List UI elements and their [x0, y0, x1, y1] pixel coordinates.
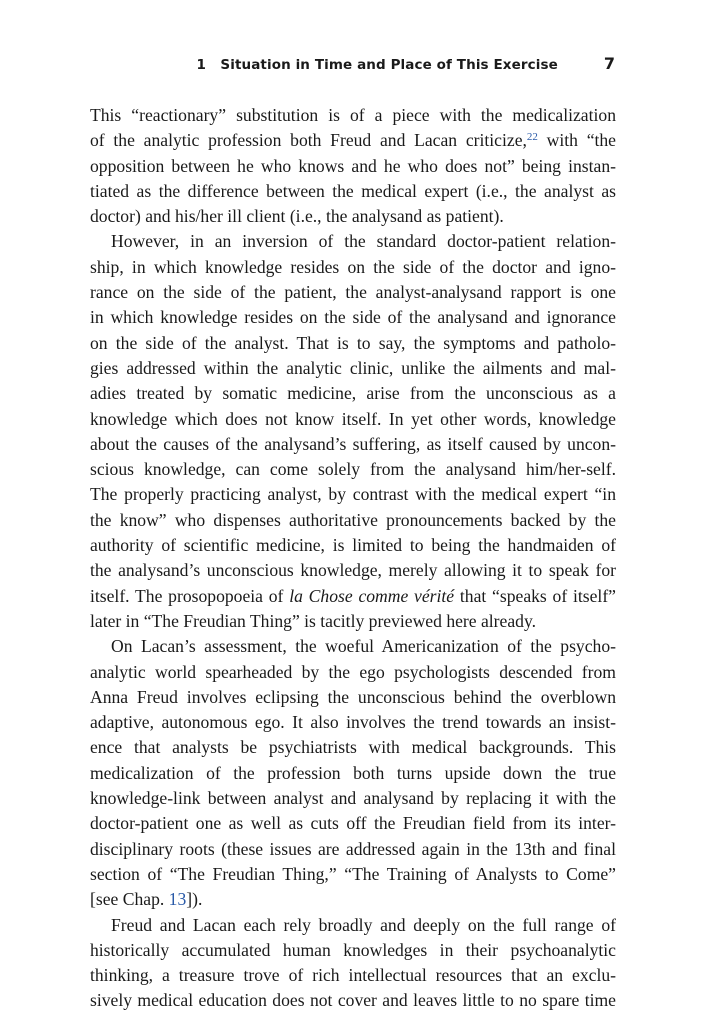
text-line	[90, 381, 616, 406]
text-line	[90, 508, 616, 533]
italic-phrase: la Chose comme vérité	[289, 585, 455, 606]
text-run: later in “The Freudian Thing” is tacitly previewed here already.	[90, 610, 537, 631]
text-run: on the side of the analyst. That is to say, the symptoms and patholo-	[90, 332, 616, 353]
text-run: historically accumulated human knowledges in their psychoanalytic	[90, 939, 616, 960]
text-run: Freud and Lacan each rely broadly and deeply on the full range of	[111, 914, 616, 935]
text-line	[90, 457, 616, 482]
text-line	[90, 204, 616, 229]
body-text	[90, 103, 616, 1014]
text-run: doctor) and his/her ill client (i.e., the analysand as patient).	[90, 206, 504, 227]
text-run: the know” who dispenses authoritative pronouncements backed by the	[90, 509, 616, 530]
text-line	[90, 407, 616, 432]
text-line	[90, 432, 616, 457]
running-head	[90, 54, 615, 74]
text-run: with “the	[537, 130, 616, 151]
running-head-chapter-title: 1 Situation in Time and Place of This Exercise	[196, 57, 558, 73]
text-run: of the analytic profession both Freud and Lacan criticize,	[90, 130, 527, 151]
text-line	[90, 887, 616, 912]
paragraph	[90, 103, 616, 229]
paragraph	[90, 913, 616, 1014]
text-run: medicalization of the profession both turns upside down the true	[90, 762, 616, 783]
text-line	[90, 558, 616, 583]
text-run: itself. The prosopopoeia of	[90, 585, 290, 606]
text-run: However, in an inversion of the standard doctor-patient relation-	[111, 231, 616, 252]
text-line	[90, 533, 616, 558]
text-line	[90, 356, 616, 381]
text-line	[90, 786, 616, 811]
text-run: [see Chap.	[90, 889, 169, 910]
text-run: On Lacan’s assessment, the woeful Americanization of the psycho-	[111, 636, 616, 657]
text-line	[90, 609, 616, 634]
text-line	[90, 179, 616, 204]
text-run: Anna Freud involves eclipsing the unconscious behind the overblown	[90, 686, 616, 707]
text-run: about the causes of the analysand’s suffering, as itself caused by uncon-	[90, 433, 616, 454]
text-line	[90, 229, 616, 254]
text-line	[90, 963, 616, 988]
text-line	[90, 103, 616, 128]
text-line	[90, 811, 616, 836]
text-run: knowledge which does not know itself. In yet other words, knowledge	[90, 408, 616, 429]
text-line	[90, 710, 616, 735]
footnote-reference[interactable]: 22	[526, 131, 538, 144]
text-line	[90, 735, 616, 760]
text-run: tiated as the difference between the medical expert (i.e., the analyst as	[90, 180, 616, 201]
text-run: knowledge-link between analyst and analysand by replacing it with the	[90, 788, 616, 809]
text-run: doctor-patient one as well as cuts off the Freudian field from its inter-	[90, 813, 616, 834]
text-line	[90, 128, 616, 153]
text-line	[90, 685, 616, 710]
page-number: 7	[603, 54, 615, 73]
text-line	[90, 482, 616, 507]
text-run: adaptive, autonomous ego. It also involves the trend towards an insist-	[90, 712, 616, 733]
text-run: opposition between he who knows and he who does not” being instan-	[90, 155, 616, 176]
text-run: disciplinary roots (these issues are addressed again in the 13th and final	[90, 838, 616, 859]
text-run: adies treated by somatic medicine, arise from the unconscious as a	[90, 383, 616, 404]
text-run: that “speaks of itself”	[454, 585, 616, 606]
text-run: in which knowledge resides on the side of the analysand and ignorance	[90, 307, 616, 328]
text-run: The properly practicing analyst, by contrast with the medical expert “in	[90, 484, 616, 505]
text-line	[90, 862, 616, 887]
text-line	[90, 761, 616, 786]
text-run: rance on the side of the patient, the analyst-analysand rapport is one	[90, 282, 616, 303]
chapter-cross-reference-link[interactable]: 13	[168, 889, 187, 910]
text-line	[90, 634, 616, 659]
text-line	[90, 255, 616, 280]
text-line	[90, 154, 616, 179]
text-run: ship, in which knowledge resides on the side of the doctor and igno-	[90, 256, 616, 277]
text-line	[90, 837, 616, 862]
text-run: analytic world spearheaded by the ego psychologists descended from	[90, 661, 616, 682]
text-run: authority of scientific medicine, is limited to being the handmaiden of	[90, 535, 616, 556]
text-line	[90, 584, 616, 609]
text-line	[90, 280, 616, 305]
paragraph	[90, 229, 616, 634]
text-run: sively medical education does not cover and leaves little to no spare time	[90, 990, 616, 1011]
text-line	[90, 988, 616, 1013]
text-line	[90, 305, 616, 330]
text-run: scious knowledge, can come solely from the analysand him/her-self.	[90, 459, 616, 480]
text-line	[90, 938, 616, 963]
text-run: This “reactionary” substitution is of a piece with the medicalization	[90, 105, 616, 125]
text-line	[90, 331, 616, 356]
text-run: the analysand’s unconscious knowledge, merely allowing it to speak for	[90, 560, 616, 581]
text-run: section of “The Freudian Thing,” “The Training of Analysts to Come”	[90, 863, 616, 884]
text-line	[90, 660, 616, 685]
text-line	[90, 913, 616, 938]
text-run: thinking, a treasure trove of rich intellectual resources that an exclu-	[90, 965, 616, 986]
text-run: ence that analysts be psychiatrists with medical backgrounds. This	[90, 737, 616, 758]
text-run: gies addressed within the analytic clinic, unlike the ailments and mal-	[90, 357, 616, 378]
text-run: ]).	[186, 889, 203, 910]
paragraph	[90, 634, 616, 912]
